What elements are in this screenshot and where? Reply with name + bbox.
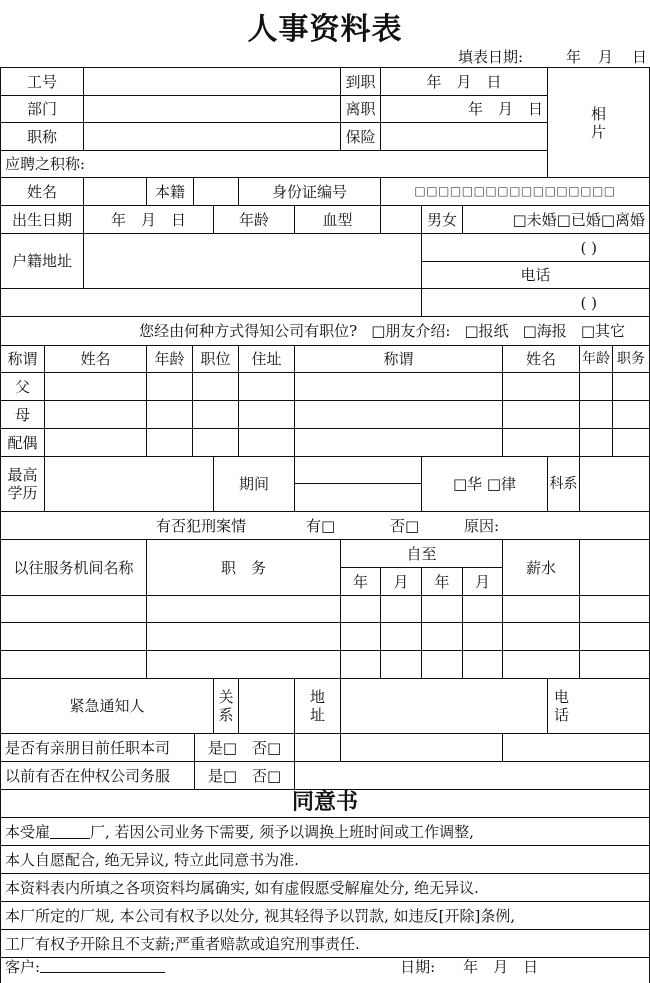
work-org-header: 以往服务机间名称 bbox=[0, 539, 147, 596]
work-cell[interactable] bbox=[502, 622, 580, 651]
relatives-field-2[interactable] bbox=[340, 733, 503, 762]
work-cell[interactable] bbox=[380, 650, 422, 679]
emergency-address-label bbox=[294, 678, 341, 734]
leave-label: 离职 bbox=[340, 95, 381, 123]
family-header-duty-2: 职务 bbox=[612, 345, 650, 373]
family-cell[interactable] bbox=[579, 372, 613, 401]
insurance-label: 保险 bbox=[340, 122, 381, 151]
address-field[interactable] bbox=[83, 233, 422, 289]
agreement-line-1-post: 厂, 若因公司业务下需要, 须予以调换上班时间或工作调整, bbox=[90, 822, 474, 841]
period-from-field[interactable] bbox=[294, 456, 422, 484]
employee-no-field[interactable] bbox=[83, 67, 341, 96]
period-to-field[interactable] bbox=[294, 483, 422, 512]
job-source-question: 您经由何种方式得知公司有职位? bbox=[139, 322, 358, 340]
insurance-field[interactable] bbox=[380, 122, 548, 151]
family-cell[interactable] bbox=[502, 428, 580, 457]
sign-date-label: 日期: bbox=[400, 958, 436, 976]
agreement-line-2: 本人自愿配合, 绝无异议, 特立此同意书为准. bbox=[0, 845, 650, 874]
emergency-relation-field[interactable] bbox=[238, 678, 295, 734]
department-label: 部门 bbox=[0, 95, 84, 123]
name-field[interactable] bbox=[83, 177, 147, 206]
applied-title-field[interactable]: 应聘之积称: bbox=[0, 150, 548, 178]
arbitration-yes-no-checkboxes[interactable]: 是□ 否□ bbox=[194, 761, 295, 790]
family-cell[interactable] bbox=[146, 428, 193, 457]
age-label: 年龄 bbox=[213, 205, 295, 234]
work-cell[interactable] bbox=[462, 595, 503, 623]
agreement-line-3: 本资料表内所填之各项资料均属确实, 如有虚假愿受解雇处分, 绝无异议. bbox=[0, 873, 650, 902]
work-year-from: 年 bbox=[340, 567, 381, 596]
marital-status-checkboxes[interactable]: □未婚□已婚□离婚 bbox=[462, 205, 650, 234]
hire-date-field[interactable]: 年 月 日 bbox=[380, 67, 548, 96]
work-cell[interactable] bbox=[0, 622, 147, 651]
fill-date-label: 填表日期: bbox=[458, 48, 524, 66]
client-signature-blank[interactable] bbox=[40, 958, 165, 973]
photo-box[interactable] bbox=[547, 67, 650, 178]
work-cell[interactable] bbox=[146, 595, 341, 623]
sign-date-value[interactable]: 年 月 日 bbox=[463, 958, 539, 976]
relatives-yes-no-checkboxes[interactable]: 是□ 否□ bbox=[194, 733, 295, 762]
phone-label: 电话 bbox=[421, 261, 650, 289]
client-label: 客户: bbox=[5, 958, 41, 976]
work-cell[interactable] bbox=[340, 622, 381, 651]
hire-label: 到职 bbox=[340, 67, 381, 96]
agreement-line-4: 本厂所定的厂规, 本公司有权予以处分, 视其轻得予以罚款, 如违反[开除]条例, bbox=[0, 901, 650, 930]
work-cell[interactable] bbox=[380, 595, 422, 623]
emergency-address-field[interactable] bbox=[340, 678, 548, 734]
relatives-field-1[interactable] bbox=[294, 733, 341, 762]
work-cell[interactable] bbox=[340, 650, 381, 679]
education-type-checkboxes[interactable]: □华 □律 bbox=[421, 456, 548, 512]
emergency-relation-label-1: 关 bbox=[218, 688, 234, 706]
family-cell[interactable] bbox=[238, 372, 295, 401]
emergency-phone-label-2: 话 bbox=[554, 706, 570, 724]
work-cell[interactable] bbox=[502, 595, 580, 623]
family-row-mother: 母 bbox=[0, 400, 45, 429]
family-header-address: 住址 bbox=[238, 345, 295, 373]
education-label-1: 最高 bbox=[7, 466, 38, 484]
signature-row bbox=[0, 957, 650, 983]
family-cell[interactable] bbox=[579, 400, 613, 429]
family-header-age: 年龄 bbox=[146, 345, 193, 373]
fill-date-day: 日 bbox=[632, 48, 648, 66]
agreement-line-1 bbox=[0, 817, 650, 846]
family-cell[interactable] bbox=[238, 428, 295, 457]
family-cell[interactable] bbox=[502, 400, 580, 429]
family-cell[interactable] bbox=[192, 400, 239, 429]
fill-date-month: 月 bbox=[598, 48, 614, 66]
photo-label-1: 相 bbox=[590, 104, 606, 123]
work-from-to-header: 自至 bbox=[340, 539, 503, 568]
source-friend-checkbox[interactable]: □朋友介绍: bbox=[371, 322, 451, 340]
employee-no-label: 工号 bbox=[0, 67, 84, 96]
photo-label-2: 片 bbox=[590, 122, 606, 141]
birth-date-field[interactable]: 年 月 日 bbox=[83, 205, 214, 234]
work-cell[interactable] bbox=[0, 650, 147, 679]
family-cell[interactable] bbox=[44, 372, 147, 401]
work-extra-header bbox=[579, 539, 650, 596]
job-title-label: 职称 bbox=[0, 122, 84, 151]
job-source-row bbox=[0, 316, 650, 346]
emergency-address-label-2: 址 bbox=[309, 706, 325, 724]
department-major-field[interactable] bbox=[579, 456, 650, 512]
job-title-field[interactable] bbox=[83, 122, 341, 151]
family-cell[interactable] bbox=[612, 400, 650, 429]
family-cell[interactable] bbox=[294, 428, 503, 457]
criminal-record-question: 有否犯刑案情 bbox=[156, 516, 247, 535]
birth-label: 出生日期 bbox=[0, 205, 84, 234]
work-year-to: 年 bbox=[421, 567, 463, 596]
family-row-father: 父 bbox=[0, 372, 45, 401]
work-salary-header: 薪水 bbox=[502, 539, 580, 596]
arbitration-field[interactable] bbox=[294, 761, 650, 790]
work-cell[interactable] bbox=[421, 650, 463, 679]
family-cell[interactable] bbox=[294, 372, 503, 401]
address-label: 户籍地址 bbox=[0, 233, 84, 289]
agreement-line-5: 工厂有权予开除且不支薪;严重者赔款或追究刑事责任. bbox=[0, 929, 650, 958]
education-school-field[interactable] bbox=[44, 456, 214, 512]
address-field-2[interactable] bbox=[0, 288, 422, 317]
work-cell[interactable] bbox=[462, 650, 503, 679]
agreement-line-1-pre: 本受雇 bbox=[5, 822, 51, 841]
source-newspaper-checkbox[interactable]: □报纸 bbox=[464, 322, 509, 340]
work-duty-header: 职 务 bbox=[146, 539, 341, 596]
family-cell[interactable] bbox=[294, 400, 503, 429]
leave-date-field[interactable]: 年 月 日 bbox=[380, 95, 548, 123]
family-header-name: 姓名 bbox=[44, 345, 147, 373]
gender-field[interactable]: 男女 bbox=[421, 205, 463, 234]
relatives-question: 是否有亲朋目前任职本司 bbox=[0, 733, 195, 762]
arbitration-question: 以前有否在仲权公司务服 bbox=[0, 761, 195, 790]
family-cell[interactable] bbox=[192, 372, 239, 401]
phone-field-1[interactable]: ( ) bbox=[421, 233, 650, 262]
blood-field[interactable] bbox=[380, 205, 422, 234]
education-label-2: 学历 bbox=[7, 484, 38, 502]
family-header-relation-2: 称谓 bbox=[294, 345, 503, 373]
family-cell[interactable] bbox=[146, 400, 193, 429]
family-cell[interactable] bbox=[612, 428, 650, 457]
criminal-record-row bbox=[0, 511, 650, 540]
work-month-from: 月 bbox=[380, 567, 422, 596]
work-cell[interactable] bbox=[579, 622, 650, 651]
work-cell[interactable] bbox=[502, 650, 580, 679]
source-other-checkbox[interactable]: □其它 bbox=[580, 322, 625, 340]
work-cell[interactable] bbox=[421, 595, 463, 623]
work-cell[interactable] bbox=[146, 650, 341, 679]
fill-date-year: 年 bbox=[566, 48, 582, 66]
emergency-contact-label: 紧急通知人 bbox=[0, 678, 214, 734]
family-header-position: 职位 bbox=[192, 345, 239, 373]
work-cell[interactable] bbox=[579, 650, 650, 679]
work-cell[interactable] bbox=[340, 595, 381, 623]
department-field[interactable] bbox=[83, 95, 341, 123]
criminal-no-checkbox[interactable]: 否□ bbox=[390, 516, 420, 535]
id-no-boxes[interactable]: □□□□□□□□□□□□□□□□□ bbox=[380, 177, 650, 206]
native-field[interactable] bbox=[193, 177, 239, 206]
emergency-relation-label-2: 系 bbox=[218, 706, 234, 724]
phone-field-2[interactable]: ( ) bbox=[421, 288, 650, 317]
family-row-spouse: 配偶 bbox=[0, 428, 45, 457]
agreement-title: 同意书 bbox=[0, 789, 650, 818]
work-cell[interactable] bbox=[421, 622, 463, 651]
criminal-yes-checkbox[interactable]: 有□ bbox=[306, 516, 336, 535]
family-cell[interactable] bbox=[44, 400, 147, 429]
family-header-age-2: 年龄 bbox=[579, 345, 613, 373]
emergency-address-label-1: 地 bbox=[309, 688, 325, 706]
id-no-label: 身份证编号 bbox=[238, 177, 381, 206]
work-cell[interactable] bbox=[579, 595, 650, 623]
native-label: 本籍 bbox=[146, 177, 194, 206]
emergency-relation-label bbox=[213, 678, 239, 734]
family-cell[interactable] bbox=[192, 428, 239, 457]
relatives-field-3[interactable] bbox=[502, 733, 650, 762]
work-cell[interactable] bbox=[0, 595, 147, 623]
family-cell[interactable] bbox=[146, 372, 193, 401]
emergency-phone-label-1: 电 bbox=[554, 688, 570, 706]
education-label bbox=[0, 456, 45, 512]
criminal-reason-label: 原因: bbox=[464, 516, 500, 535]
blood-label: 血型 bbox=[294, 205, 381, 234]
family-cell[interactable] bbox=[238, 400, 295, 429]
work-cell[interactable] bbox=[462, 622, 503, 651]
work-cell[interactable] bbox=[146, 622, 341, 651]
work-month-to: 月 bbox=[462, 567, 503, 596]
factory-name-blank[interactable] bbox=[50, 824, 90, 839]
name-label: 姓名 bbox=[0, 177, 84, 206]
family-header-relation: 称谓 bbox=[0, 345, 45, 373]
family-cell[interactable] bbox=[502, 372, 580, 401]
family-cell[interactable] bbox=[612, 372, 650, 401]
work-cell[interactable] bbox=[380, 622, 422, 651]
source-poster-checkbox[interactable]: □海报 bbox=[522, 322, 567, 340]
emergency-phone-field[interactable] bbox=[547, 678, 650, 734]
family-cell[interactable] bbox=[579, 428, 613, 457]
page-title: 人事资料表 bbox=[247, 12, 403, 47]
period-label: 期间 bbox=[213, 456, 295, 512]
family-header-name-2: 姓名 bbox=[502, 345, 580, 373]
department-major-label: 科系 bbox=[547, 456, 580, 512]
family-cell[interactable] bbox=[44, 428, 147, 457]
